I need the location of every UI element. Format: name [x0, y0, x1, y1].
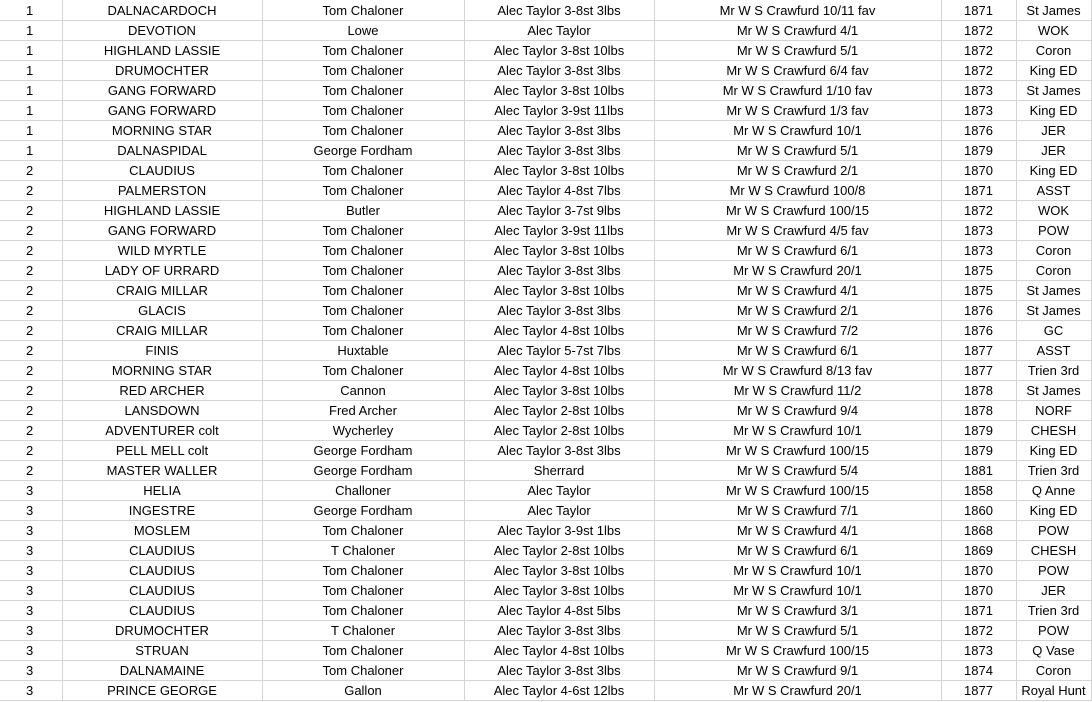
race-cell[interactable]: JER	[1016, 121, 1091, 141]
year-cell[interactable]: 1877	[941, 681, 1016, 701]
race-cell[interactable]: Trien 3rd	[1016, 601, 1091, 621]
jockey-cell[interactable]: Cannon	[262, 381, 464, 401]
position-cell[interactable]: 2	[0, 461, 62, 481]
jockey-cell[interactable]: Tom Chaloner	[262, 181, 464, 201]
year-cell[interactable]: 1881	[941, 461, 1016, 481]
horse-cell[interactable]: DALNAMAINE	[62, 661, 262, 681]
table-row	[0, 201, 1091, 221]
position-cell[interactable]: 1	[0, 41, 62, 61]
position-cell[interactable]: 1	[0, 101, 62, 121]
horse-cell[interactable]: INGESTRE	[62, 501, 262, 521]
race-cell[interactable]: St James	[1016, 381, 1091, 401]
owner-odds-cell[interactable]: Mr W S Crawfurd 10/1	[654, 121, 941, 141]
jockey-cell[interactable]: Tom Chaloner	[262, 161, 464, 181]
trainer-cell[interactable]: Sherrard	[464, 461, 654, 481]
race-cell[interactable]: CHESH	[1016, 541, 1091, 561]
horse-cell[interactable]: DRUMOCHTER	[62, 61, 262, 81]
race-cell[interactable]: GC	[1016, 321, 1091, 341]
year-cell[interactable]: 1858	[941, 481, 1016, 501]
trainer-cell[interactable]: Alec Taylor 3-9st 1lbs	[464, 521, 654, 541]
race-cell[interactable]: Coron	[1016, 261, 1091, 281]
year-cell[interactable]: 1869	[941, 541, 1016, 561]
position-cell[interactable]: 2	[0, 301, 62, 321]
horse-cell[interactable]: CRAIG MILLAR	[62, 281, 262, 301]
horse-cell[interactable]: GANG FORWARD	[62, 101, 262, 121]
year-cell[interactable]: 1877	[941, 341, 1016, 361]
horse-cell[interactable]: GANG FORWARD	[62, 81, 262, 101]
trainer-cell[interactable]: Alec Taylor 3-8st 3lbs	[464, 441, 654, 461]
horse-cell[interactable]: CLAUDIUS	[62, 581, 262, 601]
race-cell[interactable]: Q Anne	[1016, 481, 1091, 501]
trainer-cell[interactable]: Alec Taylor 3-8st 10lbs	[464, 381, 654, 401]
trainer-cell[interactable]: Alec Taylor 3-8st 3lbs	[464, 661, 654, 681]
owner-odds-cell[interactable]: Mr W S Crawfurd 100/15	[654, 201, 941, 221]
year-cell[interactable]: 1877	[941, 361, 1016, 381]
trainer-cell[interactable]: Alec Taylor 3-8st 10lbs	[464, 561, 654, 581]
trainer-cell[interactable]: Alec Taylor 3-8st 3lbs	[464, 261, 654, 281]
horse-cell[interactable]: HELIA	[62, 481, 262, 501]
owner-odds-cell[interactable]: Mr W S Crawfurd 9/1	[654, 661, 941, 681]
trainer-cell[interactable]: Alec Taylor 3-8st 10lbs	[464, 81, 654, 101]
table-row	[0, 261, 1091, 281]
year-cell[interactable]: 1870	[941, 561, 1016, 581]
trainer-cell[interactable]: Alec Taylor	[464, 21, 654, 41]
trainer-cell[interactable]: Alec Taylor 4-8st 10lbs	[464, 321, 654, 341]
horse-cell[interactable]: ADVENTURER colt	[62, 421, 262, 441]
jockey-cell[interactable]: Tom Chaloner	[262, 281, 464, 301]
jockey-cell[interactable]: Fred Archer	[262, 401, 464, 421]
table-row	[0, 321, 1091, 341]
year-cell[interactable]: 1872	[941, 21, 1016, 41]
owner-odds-cell[interactable]: Mr W S Crawfurd 10/1	[654, 421, 941, 441]
owner-odds-cell[interactable]: Mr W S Crawfurd 100/8	[654, 181, 941, 201]
jockey-cell[interactable]: Tom Chaloner	[262, 601, 464, 621]
jockey-cell[interactable]: Tom Chaloner	[262, 641, 464, 661]
position-cell[interactable]: 3	[0, 681, 62, 701]
table-row	[0, 361, 1091, 381]
trainer-cell[interactable]: Alec Taylor 3-9st 11lbs	[464, 101, 654, 121]
owner-odds-cell[interactable]: Mr W S Crawfurd 20/1	[654, 261, 941, 281]
owner-odds-cell[interactable]: Mr W S Crawfurd 1/10 fav	[654, 81, 941, 101]
owner-odds-cell[interactable]: Mr W S Crawfurd 4/1	[654, 21, 941, 41]
position-cell[interactable]: 2	[0, 401, 62, 421]
year-cell[interactable]: 1872	[941, 41, 1016, 61]
year-cell[interactable]: 1873	[941, 101, 1016, 121]
race-cell[interactable]: St James	[1016, 81, 1091, 101]
race-cell[interactable]: NORF	[1016, 401, 1091, 421]
owner-odds-cell[interactable]: Mr W S Crawfurd 9/4	[654, 401, 941, 421]
jockey-cell[interactable]: Tom Chaloner	[262, 221, 464, 241]
race-cell[interactable]: POW	[1016, 621, 1091, 641]
horse-cell[interactable]: MORNING STAR	[62, 121, 262, 141]
horse-cell[interactable]: LANSDOWN	[62, 401, 262, 421]
trainer-cell[interactable]: Alec Taylor 4-8st 7lbs	[464, 181, 654, 201]
owner-odds-cell[interactable]: Mr W S Crawfurd 6/4 fav	[654, 61, 941, 81]
table-row	[0, 641, 1091, 661]
year-cell[interactable]: 1870	[941, 581, 1016, 601]
jockey-cell[interactable]: Wycherley	[262, 421, 464, 441]
horse-cell[interactable]: DALNASPIDAL	[62, 141, 262, 161]
year-cell[interactable]: 1879	[941, 421, 1016, 441]
horse-cell[interactable]: WILD MYRTLE	[62, 241, 262, 261]
table-row	[0, 421, 1091, 441]
horse-cell[interactable]: DRUMOCHTER	[62, 621, 262, 641]
position-cell[interactable]: 1	[0, 0, 62, 21]
year-cell[interactable]: 1876	[941, 321, 1016, 341]
horse-cell[interactable]: GANG FORWARD	[62, 221, 262, 241]
jockey-cell[interactable]: George Fordham	[262, 501, 464, 521]
race-cell[interactable]: St James	[1016, 0, 1091, 21]
owner-odds-cell[interactable]: Mr W S Crawfurd 4/1	[654, 521, 941, 541]
horse-cell[interactable]: DALNACARDOCH	[62, 0, 262, 21]
owner-odds-cell[interactable]: Mr W S Crawfurd 7/2	[654, 321, 941, 341]
owner-odds-cell[interactable]: Mr W S Crawfurd 2/1	[654, 301, 941, 321]
owner-odds-cell[interactable]: Mr W S Crawfurd 100/15	[654, 441, 941, 461]
table-row	[0, 281, 1091, 301]
table-row	[0, 601, 1091, 621]
year-cell[interactable]: 1874	[941, 661, 1016, 681]
trainer-cell[interactable]: Alec Taylor 2-8st 10lbs	[464, 541, 654, 561]
position-cell[interactable]: 2	[0, 341, 62, 361]
trainer-cell[interactable]: Alec Taylor 2-8st 10lbs	[464, 421, 654, 441]
race-cell[interactable]: St James	[1016, 281, 1091, 301]
position-cell[interactable]: 3	[0, 481, 62, 501]
jockey-cell[interactable]: George Fordham	[262, 441, 464, 461]
jockey-cell[interactable]: Lowe	[262, 21, 464, 41]
trainer-cell[interactable]: Alec Taylor 3-8st 10lbs	[464, 581, 654, 601]
table-row	[0, 581, 1091, 601]
table-row	[0, 441, 1091, 461]
position-cell[interactable]: 1	[0, 61, 62, 81]
trainer-cell[interactable]: Alec Taylor 3-9st 11lbs	[464, 221, 654, 241]
owner-odds-cell[interactable]: Mr W S Crawfurd 10/11 fav	[654, 0, 941, 21]
table-row	[0, 41, 1091, 61]
year-cell[interactable]: 1879	[941, 141, 1016, 161]
table-row	[0, 341, 1091, 361]
year-cell[interactable]: 1871	[941, 0, 1016, 21]
table-row	[0, 461, 1091, 481]
owner-odds-cell[interactable]: Mr W S Crawfurd 1/3 fav	[654, 101, 941, 121]
jockey-cell[interactable]: Challoner	[262, 481, 464, 501]
position-cell[interactable]: 1	[0, 121, 62, 141]
owner-odds-cell[interactable]: Mr W S Crawfurd 5/1	[654, 621, 941, 641]
horse-cell[interactable]: MORNING STAR	[62, 361, 262, 381]
year-cell[interactable]: 1879	[941, 441, 1016, 461]
horse-cell[interactable]: MOSLEM	[62, 521, 262, 541]
position-cell[interactable]: 2	[0, 421, 62, 441]
owner-odds-cell[interactable]: Mr W S Crawfurd 6/1	[654, 241, 941, 261]
position-cell[interactable]: 2	[0, 161, 62, 181]
table-row	[0, 221, 1091, 241]
position-cell[interactable]: 2	[0, 201, 62, 221]
horse-cell[interactable]: CLAUDIUS	[62, 161, 262, 181]
owner-odds-cell[interactable]: Mr W S Crawfurd 5/4	[654, 461, 941, 481]
position-cell[interactable]: 3	[0, 661, 62, 681]
position-cell[interactable]: 2	[0, 221, 62, 241]
trainer-cell[interactable]: Alec Taylor 3-8st 3lbs	[464, 61, 654, 81]
jockey-cell[interactable]: Tom Chaloner	[262, 261, 464, 281]
year-cell[interactable]: 1872	[941, 201, 1016, 221]
trainer-cell[interactable]: Alec Taylor 4-8st 5lbs	[464, 601, 654, 621]
jockey-cell[interactable]: Tom Chaloner	[262, 81, 464, 101]
jockey-cell[interactable]: Tom Chaloner	[262, 41, 464, 61]
horse-cell[interactable]: STRUAN	[62, 641, 262, 661]
position-cell[interactable]: 3	[0, 521, 62, 541]
year-cell[interactable]: 1870	[941, 161, 1016, 181]
race-cell[interactable]: Trien 3rd	[1016, 361, 1091, 381]
position-cell[interactable]: 1	[0, 21, 62, 41]
race-cell[interactable]: Coron	[1016, 241, 1091, 261]
year-cell[interactable]: 1878	[941, 401, 1016, 421]
owner-odds-cell[interactable]: Mr W S Crawfurd 6/1	[654, 341, 941, 361]
year-cell[interactable]: 1872	[941, 61, 1016, 81]
owner-odds-cell[interactable]: Mr W S Crawfurd 4/1	[654, 281, 941, 301]
race-cell[interactable]: Coron	[1016, 661, 1091, 681]
table-row	[0, 121, 1091, 141]
trainer-cell[interactable]: Alec Taylor 4-8st 10lbs	[464, 641, 654, 661]
owner-odds-cell[interactable]: Mr W S Crawfurd 5/1	[654, 41, 941, 61]
jockey-cell[interactable]: Tom Chaloner	[262, 61, 464, 81]
trainer-cell[interactable]: Alec Taylor 5-7st 7lbs	[464, 341, 654, 361]
trainer-cell[interactable]: Alec Taylor 3-8st 3lbs	[464, 301, 654, 321]
table-row	[0, 61, 1091, 81]
table-row	[0, 101, 1091, 121]
year-cell[interactable]: 1871	[941, 601, 1016, 621]
owner-odds-cell[interactable]: Mr W S Crawfurd 20/1	[654, 681, 941, 701]
position-cell[interactable]: 1	[0, 81, 62, 101]
year-cell[interactable]: 1876	[941, 301, 1016, 321]
trainer-cell[interactable]: Alec Taylor 3-8st 10lbs	[464, 161, 654, 181]
position-cell[interactable]: 3	[0, 601, 62, 621]
race-cell[interactable]: Coron	[1016, 41, 1091, 61]
position-cell[interactable]: 2	[0, 361, 62, 381]
race-cell[interactable]: ASST	[1016, 181, 1091, 201]
trainer-cell[interactable]: Alec Taylor 3-8st 3lbs	[464, 621, 654, 641]
table-row	[0, 181, 1091, 201]
horse-cell[interactable]: LADY OF URRARD	[62, 261, 262, 281]
year-cell[interactable]: 1868	[941, 521, 1016, 541]
horse-cell[interactable]: CRAIG MILLAR	[62, 321, 262, 341]
year-cell[interactable]: 1873	[941, 81, 1016, 101]
race-cell[interactable]: JER	[1016, 141, 1091, 161]
owner-odds-cell[interactable]: Mr W S Crawfurd 4/5 fav	[654, 221, 941, 241]
year-cell[interactable]: 1873	[941, 241, 1016, 261]
owner-odds-cell[interactable]: Mr W S Crawfurd 10/1	[654, 581, 941, 601]
race-cell[interactable]: ASST	[1016, 341, 1091, 361]
table-row	[0, 381, 1091, 401]
table-row	[0, 501, 1091, 521]
position-cell[interactable]: 3	[0, 541, 62, 561]
jockey-cell[interactable]: George Fordham	[262, 141, 464, 161]
position-cell[interactable]: 3	[0, 641, 62, 661]
race-cell[interactable]: King ED	[1016, 101, 1091, 121]
position-cell[interactable]: 1	[0, 141, 62, 161]
table-row	[0, 541, 1091, 561]
owner-odds-cell[interactable]: Mr W S Crawfurd 3/1	[654, 601, 941, 621]
year-cell[interactable]: 1860	[941, 501, 1016, 521]
trainer-cell[interactable]: Alec Taylor 3-8st 10lbs	[464, 241, 654, 261]
trainer-cell[interactable]: Alec Taylor 3-8st 3lbs	[464, 141, 654, 161]
horse-cell[interactable]: MASTER WALLER	[62, 461, 262, 481]
table-row	[0, 0, 1091, 21]
jockey-cell[interactable]: Tom Chaloner	[262, 521, 464, 541]
table-row	[0, 621, 1091, 641]
year-cell[interactable]: 1875	[941, 281, 1016, 301]
horse-cell[interactable]: DEVOTION	[62, 21, 262, 41]
table-row	[0, 81, 1091, 101]
jockey-cell[interactable]: Tom Chaloner	[262, 241, 464, 261]
race-cell[interactable]: King ED	[1016, 161, 1091, 181]
horse-cell[interactable]: PRINCE GEORGE	[62, 681, 262, 701]
table-row	[0, 481, 1091, 501]
position-cell[interactable]: 2	[0, 261, 62, 281]
table-row	[0, 161, 1091, 181]
jockey-cell[interactable]: Gallon	[262, 681, 464, 701]
table-row	[0, 521, 1091, 541]
owner-odds-cell[interactable]: Mr W S Crawfurd 6/1	[654, 541, 941, 561]
table-row	[0, 561, 1091, 581]
trainer-cell[interactable]: Alec Taylor 3-7st 9lbs	[464, 201, 654, 221]
table-row	[0, 681, 1091, 701]
owner-odds-cell[interactable]: Mr W S Crawfurd 2/1	[654, 161, 941, 181]
horse-cell[interactable]: PALMERSTON	[62, 181, 262, 201]
position-cell[interactable]: 3	[0, 621, 62, 641]
jockey-cell[interactable]: Tom Chaloner	[262, 121, 464, 141]
trainer-cell[interactable]: Alec Taylor	[464, 501, 654, 521]
trainer-cell[interactable]: Alec Taylor 4-6st 12lbs	[464, 681, 654, 701]
horse-cell[interactable]: HIGHLAND LASSIE	[62, 41, 262, 61]
jockey-cell[interactable]: Huxtable	[262, 341, 464, 361]
trainer-cell[interactable]: Alec Taylor	[464, 481, 654, 501]
race-cell[interactable]: POW	[1016, 561, 1091, 581]
position-cell[interactable]: 2	[0, 441, 62, 461]
race-cell[interactable]: King ED	[1016, 501, 1091, 521]
jockey-cell[interactable]: Tom Chaloner	[262, 581, 464, 601]
position-cell[interactable]: 2	[0, 321, 62, 341]
race-cell[interactable]: King ED	[1016, 441, 1091, 461]
position-cell[interactable]: 2	[0, 241, 62, 261]
horse-cell[interactable]: GLACIS	[62, 301, 262, 321]
race-cell[interactable]: Q Vase	[1016, 641, 1091, 661]
owner-odds-cell[interactable]: Mr W S Crawfurd 100/15	[654, 641, 941, 661]
table-row	[0, 661, 1091, 681]
year-cell[interactable]: 1876	[941, 121, 1016, 141]
year-cell[interactable]: 1873	[941, 221, 1016, 241]
jockey-cell[interactable]: Tom Chaloner	[262, 101, 464, 121]
year-cell[interactable]: 1873	[941, 641, 1016, 661]
trainer-cell[interactable]: Alec Taylor 2-8st 10lbs	[464, 401, 654, 421]
race-cell[interactable]: St James	[1016, 301, 1091, 321]
trainer-cell[interactable]: Alec Taylor 3-8st 3lbs	[464, 0, 654, 21]
position-cell[interactable]: 2	[0, 281, 62, 301]
position-cell[interactable]: 2	[0, 181, 62, 201]
jockey-cell[interactable]: Tom Chaloner	[262, 661, 464, 681]
table-row	[0, 141, 1091, 161]
race-cell[interactable]: Royal Hunt	[1016, 681, 1091, 701]
horse-cell[interactable]: FINIS	[62, 341, 262, 361]
jockey-cell[interactable]: T Chaloner	[262, 621, 464, 641]
year-cell[interactable]: 1871	[941, 181, 1016, 201]
table-row	[0, 301, 1091, 321]
horse-cell[interactable]: CLAUDIUS	[62, 541, 262, 561]
position-cell[interactable]: 3	[0, 561, 62, 581]
owner-odds-cell[interactable]: Mr W S Crawfurd 7/1	[654, 501, 941, 521]
jockey-cell[interactable]: Tom Chaloner	[262, 301, 464, 321]
horse-cell[interactable]: HIGHLAND LASSIE	[62, 201, 262, 221]
table-row	[0, 401, 1091, 421]
race-cell[interactable]: POW	[1016, 221, 1091, 241]
jockey-cell[interactable]: Tom Chaloner	[262, 561, 464, 581]
position-cell[interactable]: 3	[0, 581, 62, 601]
table-row	[0, 241, 1091, 261]
jockey-cell[interactable]: George Fordham	[262, 461, 464, 481]
owner-odds-cell[interactable]: Mr W S Crawfurd 5/1	[654, 141, 941, 161]
horse-cell[interactable]: RED ARCHER	[62, 381, 262, 401]
race-cell[interactable]: JER	[1016, 581, 1091, 601]
year-cell[interactable]: 1875	[941, 261, 1016, 281]
race-cell[interactable]: WOK	[1016, 201, 1091, 221]
year-cell[interactable]: 1878	[941, 381, 1016, 401]
jockey-cell[interactable]: Tom Chaloner	[262, 361, 464, 381]
position-cell[interactable]: 3	[0, 501, 62, 521]
race-cell[interactable]: CHESH	[1016, 421, 1091, 441]
race-cell[interactable]: Trien 3rd	[1016, 461, 1091, 481]
horse-cell[interactable]: PELL MELL colt	[62, 441, 262, 461]
jockey-cell[interactable]: T Chaloner	[262, 541, 464, 561]
table-row	[0, 21, 1091, 41]
jockey-cell[interactable]: Tom Chaloner	[262, 0, 464, 21]
jockey-cell[interactable]: Butler	[262, 201, 464, 221]
trainer-cell[interactable]: Alec Taylor 3-8st 3lbs	[464, 121, 654, 141]
owner-odds-cell[interactable]: Mr W S Crawfurd 8/13 fav	[654, 361, 941, 381]
trainer-cell[interactable]: Alec Taylor 4-8st 10lbs	[464, 361, 654, 381]
jockey-cell[interactable]: Tom Chaloner	[262, 321, 464, 341]
owner-odds-cell[interactable]: Mr W S Crawfurd 11/2	[654, 381, 941, 401]
horse-cell[interactable]: CLAUDIUS	[62, 561, 262, 581]
race-cell[interactable]: WOK	[1016, 21, 1091, 41]
year-cell[interactable]: 1872	[941, 621, 1016, 641]
trainer-cell[interactable]: Alec Taylor 3-8st 10lbs	[464, 41, 654, 61]
horse-cell[interactable]: CLAUDIUS	[62, 601, 262, 621]
owner-odds-cell[interactable]: Mr W S Crawfurd 100/15	[654, 481, 941, 501]
race-cell[interactable]: POW	[1016, 521, 1091, 541]
race-cell[interactable]: King ED	[1016, 61, 1091, 81]
owner-odds-cell[interactable]: Mr W S Crawfurd 10/1	[654, 561, 941, 581]
position-cell[interactable]: 2	[0, 381, 62, 401]
trainer-cell[interactable]: Alec Taylor 3-8st 10lbs	[464, 281, 654, 301]
